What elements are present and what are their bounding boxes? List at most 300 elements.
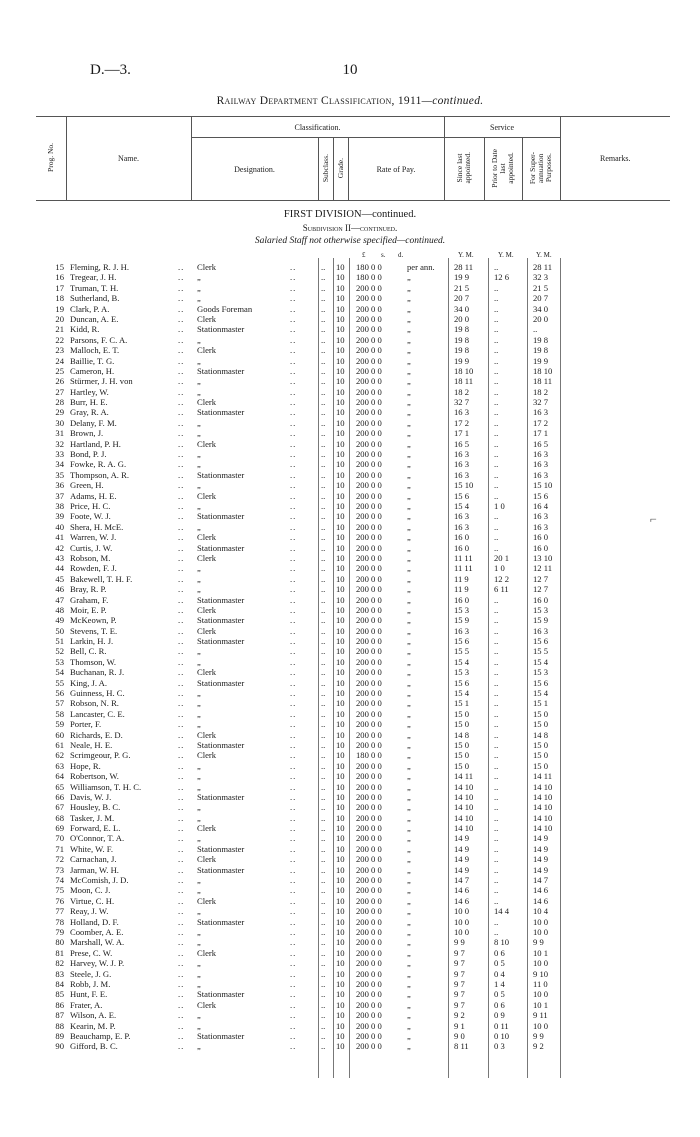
leader-dots: .. [321,532,326,543]
grade-cell: 10 [336,750,345,761]
period-cell: „ [407,802,411,813]
designation-cell: „ [197,1041,201,1052]
grade-cell: 10 [336,677,345,688]
grade-cell: 10 [336,791,345,802]
rate-cell: 200 0 0 [356,1030,382,1041]
name-cell: Moir, E. P. [70,604,107,615]
prior-cell: .. [494,615,499,626]
superannuation-cell: 9 9 [533,937,544,948]
leader-dots: .. [290,729,297,740]
rate-cell: 200 0 0 [356,667,382,678]
prior-cell: 12 2 [494,573,510,584]
table-row [0,657,700,667]
period-cell: „ [407,521,411,532]
rate-cell: 200 0 0 [356,989,382,1000]
rate-cell: 200 0 0 [356,885,382,896]
leader-dots: .. [321,272,326,283]
prog-no-cell: 28 [55,397,64,408]
leader-dots: .. [290,958,297,969]
header-since-last-appointed: Since last appointed. [444,138,484,201]
period-cell: „ [407,428,411,439]
period-cell: „ [407,812,411,823]
table-row [0,844,700,854]
leader-dots: .. [290,708,297,719]
prog-no-cell: 19 [55,303,64,314]
name-cell: Hunt, F. E. [70,989,108,1000]
table-row [0,595,700,605]
superannuation-cell: 14 7 [533,875,549,886]
leader-dots: .. [321,781,326,792]
superannuation-cell: 17 2 [533,417,549,428]
since-last-cell: 19 9 [454,355,470,366]
superannuation-cell: 16 3 [533,449,549,460]
superannuation-cell: 11 0 [533,978,548,989]
leader-dots: .. [321,500,326,511]
designation-cell: „ [197,449,201,460]
designation-cell: Clerk [197,729,217,740]
prog-no-cell: 71 [55,843,64,854]
prior-cell: .. [494,521,499,532]
grade-cell: 10 [336,833,345,844]
name-cell: Tasker, J. M. [70,812,115,823]
leader-dots: .. [321,656,326,667]
prog-no-cell: 73 [55,864,64,875]
superannuation-cell: 15 0 [533,739,549,750]
designation-cell: „ [197,927,201,937]
since-last-cell: 15 6 [454,490,470,501]
superannuation-cell: 15 6 [533,490,549,501]
rate-cell: 200 0 0 [356,542,382,553]
name-cell: Rowden, F. J. [70,563,117,574]
period-cell: „ [407,376,411,387]
leader-dots: .. [290,1041,297,1052]
prog-no-cell: 51 [55,636,64,647]
table-row [0,958,700,968]
rate-cell: 200 0 0 [356,552,382,563]
name-cell: Forward, E. L. [70,823,121,834]
grade-cell: 10 [336,480,345,491]
grade-cell: 10 [336,802,345,813]
leader-dots: .. [178,1041,185,1052]
since-last-cell: 10 0 [454,906,470,917]
leader-dots: .. [321,906,326,917]
leader-dots: .. [290,999,297,1010]
leader-dots: .. [321,313,326,324]
since-last-cell: 17 1 [454,428,470,439]
prog-no-cell: 83 [55,968,64,979]
prog-no-cell: 38 [55,500,64,511]
leader-dots: .. [290,843,297,854]
rate-cell: 200 0 0 [356,449,382,460]
prog-no-cell: 66 [55,791,64,802]
rate-cell: 200 0 0 [356,729,382,740]
period-cell: „ [407,885,411,896]
prog-no-cell: 21 [55,324,64,335]
leader-dots: .. [321,646,326,657]
prior-cell: .. [494,916,499,927]
rate-cell: 200 0 0 [356,594,382,605]
superannuation-cell: 16 3 [533,469,549,480]
leader-dots: .. [178,334,185,345]
leader-dots: .. [290,417,297,428]
leader-dots: .. [321,521,326,532]
leader-dots: .. [321,417,326,428]
name-cell: Harvey, W. J. P. [70,958,125,969]
grade-cell: 10 [336,916,345,927]
leader-dots: .. [290,1020,297,1031]
leader-dots: .. [290,636,297,647]
leader-dots: .. [290,480,297,491]
leader-dots: .. [178,397,185,408]
leader-dots: .. [178,552,185,563]
leader-dots: .. [178,802,185,813]
name-cell: Stevens, T. E. [70,625,118,636]
period-cell: „ [407,636,411,647]
designation-cell: Stationmaster [197,1030,245,1041]
table-row [0,698,700,708]
leader-dots: .. [290,864,297,875]
leader-dots: .. [290,968,297,979]
leader-dots: .. [178,1010,185,1021]
grade-cell: 10 [336,303,345,314]
table-row [0,470,700,480]
prior-cell: 0 6 [494,947,505,958]
prog-no-cell: 57 [55,698,64,709]
header-rate-of-pay: Rate of Pay. [348,138,444,201]
prior-cell: .. [494,365,499,376]
prior-cell: .. [494,677,499,688]
header-superannuation: For Super- annuation Purposes. [522,138,560,201]
name-cell: Bray, R. P. [70,584,107,595]
superannuation-cell: 10 4 [533,906,549,917]
rate-cell: 200 0 0 [356,677,382,688]
table-row [0,563,700,573]
superannuation-cell: 20 0 [533,313,549,324]
prior-cell: 20 1 [494,552,510,563]
leader-dots: .. [321,875,326,886]
rate-cell: 200 0 0 [356,407,382,418]
leader-dots: .. [178,490,185,501]
prog-no-cell: 65 [55,781,64,792]
prog-no-cell: 77 [55,906,64,917]
leader-dots: .. [321,771,326,782]
leader-dots: .. [290,916,297,927]
designation-cell: „ [197,688,201,699]
since-last-cell: 9 7 [454,968,465,979]
designation-cell: „ [197,428,201,439]
grade-cell: 10 [336,1020,345,1031]
superannuation-cell: 14 10 [533,802,553,813]
prior-cell: .. [494,833,499,844]
period-cell: „ [407,490,411,501]
since-last-cell: 17 2 [454,417,470,428]
since-last-cell: 34 0 [454,303,470,314]
rate-cell: 200 0 0 [356,698,382,709]
prior-cell: .. [494,334,499,345]
leader-dots: .. [290,542,297,553]
designation-cell: „ [197,386,201,397]
period-cell: „ [407,469,411,480]
leader-dots: .. [321,729,326,740]
leader-dots: .. [290,345,297,356]
rate-cell: 200 0 0 [356,469,382,480]
period-cell: „ [407,459,411,470]
rate-cell: 200 0 0 [356,854,382,865]
since-last-cell: 18 11 [454,376,474,387]
period-cell: „ [407,978,411,989]
grade-cell: 10 [336,771,345,782]
prog-no-cell: 45 [55,573,64,584]
leader-dots: .. [178,771,185,782]
prior-cell: .. [494,532,499,543]
table-row [0,750,700,760]
leader-dots: .. [178,500,185,511]
table-row [0,719,700,729]
leader-dots: .. [321,459,326,470]
name-cell: Hartland, P. H. [70,438,121,449]
leader-dots: .. [178,365,185,376]
rate-cell: 200 0 0 [356,781,382,792]
unit-pounds: £ [362,251,366,259]
designation-cell: „ [197,272,201,283]
prog-no-cell: 16 [55,272,64,283]
leader-dots: .. [321,490,326,501]
superannuation-cell: 14 6 [533,895,549,906]
leader-dots: .. [178,927,185,937]
prior-cell: .. [494,729,499,740]
grade-cell: 10 [336,563,345,574]
header-remarks: Remarks. [560,117,670,201]
grade-cell: 10 [336,500,345,511]
name-cell: Marshall, W. A. [70,937,125,948]
since-last-cell: 16 0 [454,542,470,553]
superannuation-cell: 15 10 [533,480,553,491]
leader-dots: .. [290,625,297,636]
rate-cell: 200 0 0 [356,843,382,854]
leader-dots: .. [290,407,297,418]
document-id: D.—3. [90,62,131,78]
grade-cell: 10 [336,293,345,304]
period-cell: „ [407,688,411,699]
name-cell: Curtis, J. W. [70,542,113,553]
since-last-cell: 16 3 [454,407,470,418]
leader-dots: .. [290,885,297,896]
since-last-cell: 14 10 [454,781,474,792]
leader-dots: .. [321,262,326,272]
table-row [0,345,700,355]
name-cell: Frater, A. [70,999,103,1010]
name-cell: Carnachan, J. [70,854,117,865]
superannuation-cell: 16 5 [533,438,549,449]
designation-cell: „ [197,833,201,844]
prog-no-cell: 40 [55,521,64,532]
leader-dots: .. [178,636,185,647]
name-cell: Sutherland, B. [70,293,120,304]
leader-dots: .. [321,615,326,626]
leader-dots: .. [290,594,297,605]
rate-cell: 200 0 0 [356,823,382,834]
superannuation-cell: 12 11 [533,563,553,574]
prog-no-cell: 68 [55,812,64,823]
prog-no-cell: 67 [55,802,64,813]
period-cell: „ [407,646,411,657]
leader-dots: .. [321,376,326,387]
name-cell: Hartley, W. [70,386,109,397]
prior-cell: 0 9 [494,1010,505,1021]
period-cell: „ [407,781,411,792]
designation-cell: „ [197,958,201,969]
leader-dots: .. [290,781,297,792]
period-cell: „ [407,958,411,969]
header-prior-to-date: Prior to Date last appointed. [484,138,522,201]
name-cell: Truman, T. H. [70,282,119,293]
designation-cell: „ [197,282,201,293]
period-cell: „ [407,750,411,761]
name-cell: Moon, C. J. [70,885,111,896]
prior-cell: .. [494,708,499,719]
prior-cell: 0 3 [494,1041,505,1052]
leader-dots: .. [178,480,185,491]
prior-cell: .. [494,355,499,366]
rate-cell: 200 0 0 [356,625,382,636]
prior-cell: .. [494,324,499,335]
table-row [0,293,700,303]
since-last-cell: 16 0 [454,594,470,605]
rate-cell: 200 0 0 [356,895,382,906]
leader-dots: .. [321,823,326,834]
rate-cell: 200 0 0 [356,739,382,750]
prior-cell: 1 0 [494,563,505,574]
leader-dots: .. [290,667,297,678]
superannuation-cell: 15 4 [533,656,549,667]
leader-dots: .. [178,812,185,823]
table-row [0,283,700,293]
name-cell: Virtue, C. H. [70,895,115,906]
prog-no-cell: 64 [55,771,64,782]
table-row [0,491,700,501]
superannuation-cell: 16 3 [533,625,549,636]
grade-cell: 10 [336,521,345,532]
superannuation-cell: 28 11 [533,262,553,272]
superannuation-cell: 9 2 [533,1041,544,1052]
rate-cell: 200 0 0 [356,480,382,491]
prog-no-cell: 15 [55,262,64,272]
header-classification: Classification. [191,117,444,138]
period-cell: „ [407,739,411,750]
period-cell: „ [407,303,411,314]
rate-cell: 200 0 0 [356,875,382,886]
grade-cell: 10 [336,667,345,678]
leader-dots: .. [178,656,185,667]
superannuation-cell: 10 1 [533,999,549,1010]
period-cell: „ [407,417,411,428]
superannuation-cell: 15 0 [533,719,549,730]
prior-cell: .. [494,542,499,553]
since-last-cell: 14 6 [454,885,470,896]
period-cell: „ [407,1010,411,1021]
name-cell: Brown, J. [70,428,104,439]
grade-cell: 10 [336,698,345,709]
rate-cell: 200 0 0 [356,282,382,293]
leader-dots: .. [321,667,326,678]
name-cell: Delany, F. M. [70,417,117,428]
designation-cell: „ [197,1010,201,1021]
table-row [0,605,700,615]
unit-pence: d. [398,251,404,259]
since-last-cell: 11 11 [454,563,473,574]
rate-cell: 200 0 0 [356,636,382,647]
leader-dots: .. [178,947,185,958]
prog-no-cell: 63 [55,760,64,771]
leader-dots: .. [290,646,297,657]
rate-cell: 200 0 0 [356,511,382,522]
leader-dots: .. [290,833,297,844]
since-last-cell: 11 11 [454,552,473,563]
designation-cell: „ [197,719,201,730]
leader-dots: .. [178,833,185,844]
rate-cell: 200 0 0 [356,1041,382,1052]
leader-dots: .. [178,843,185,854]
leader-dots: .. [321,1041,326,1052]
rate-cell: 200 0 0 [356,334,382,345]
designation-cell: Clerk [197,552,217,563]
leader-dots: .. [178,667,185,678]
grade-cell: 10 [336,760,345,771]
superannuation-cell: 14 11 [533,771,553,782]
page-title [0,95,700,107]
leader-dots: .. [178,511,185,522]
period-cell: „ [407,823,411,834]
leader-dots: .. [178,781,185,792]
since-last-cell: 15 3 [454,604,470,615]
designation-cell: „ [197,293,201,304]
grade-cell: 10 [336,282,345,293]
prior-cell: .. [494,927,499,937]
table-row [0,428,700,438]
since-last-cell: 20 0 [454,313,470,324]
prior-cell: 0 4 [494,968,505,979]
header-grade: Grade. [333,138,348,201]
grade-cell: 10 [336,646,345,657]
period-cell: „ [407,906,411,917]
leader-dots: .. [178,791,185,802]
rate-cell: 200 0 0 [356,459,382,470]
prior-cell: .. [494,739,499,750]
prior-cell: 0 11 [494,1020,509,1031]
superannuation-cell: 14 9 [533,833,549,844]
prior-cell: 6 11 [494,584,509,595]
prior-cell: .. [494,407,499,418]
table-row [0,324,700,334]
since-last-cell: 9 7 [454,958,465,969]
leader-dots: .. [321,750,326,761]
prior-cell: .. [494,781,499,792]
period-cell: „ [407,511,411,522]
designation-cell: Stationmaster [197,791,245,802]
grade-cell: 10 [336,719,345,730]
table-row [0,927,700,937]
designation-cell: Stationmaster [197,636,245,647]
rate-cell: 200 0 0 [356,293,382,304]
leader-dots: .. [290,802,297,813]
prog-no-cell: 88 [55,1020,64,1031]
prog-no-cell: 75 [55,885,64,896]
leader-dots: .. [178,885,185,896]
prog-no-cell: 49 [55,615,64,626]
header-service: Service [444,117,560,138]
superannuation-cell: 20 7 [533,293,549,304]
superannuation-cell: 13 10 [533,552,553,563]
